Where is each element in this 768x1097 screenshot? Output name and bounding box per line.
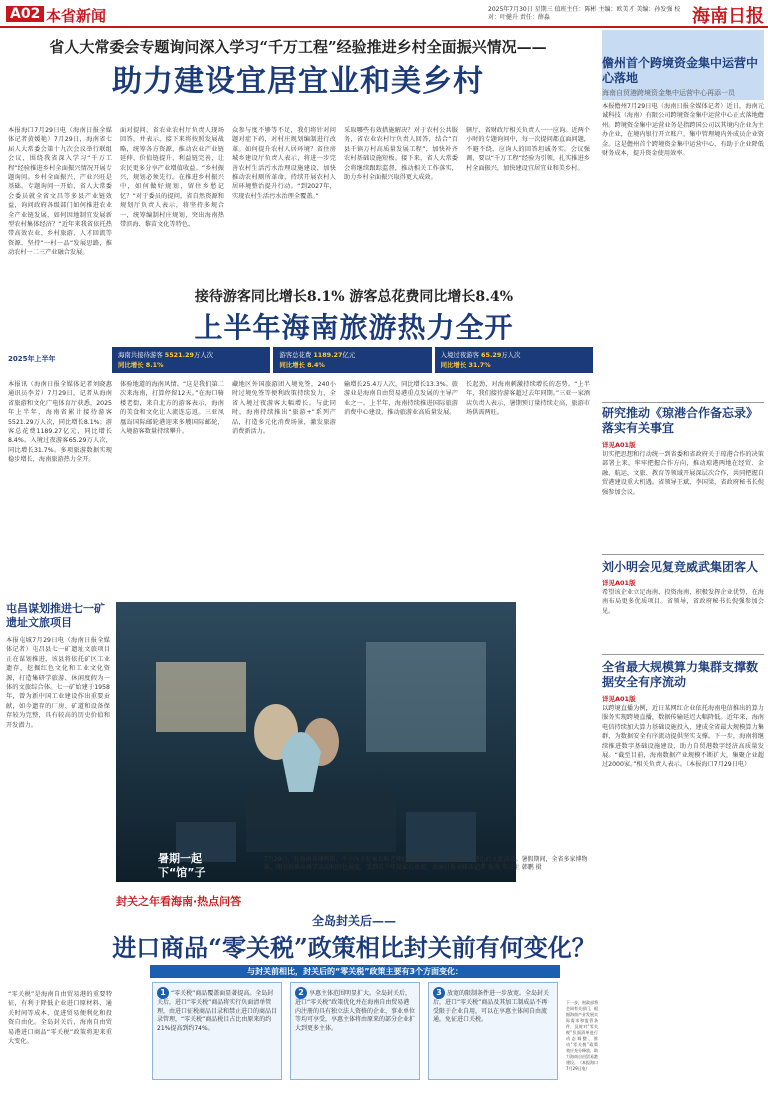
story1-headline: 助力建设宜居宜业和美乡村: [112, 64, 484, 99]
story2-col1: 本报讯（海南日报全媒体记者刘晓惠 通讯员李芳）7月29日，记者从海南省旅游和文化广电体育厅获悉，2025年上半年，海南省累计接待游客5521.29万人次，同比增长8.1%；游客总花费1189.27亿元，同比增长8.4%。入境过夜游客65.29万人次，同比增长31.7%。多项旅游数据实现稳步增长，海南旅游热力全开。: [8, 381, 112, 464]
point-box-3: [428, 982, 558, 1080]
stat-label: 海南共接待游客: [118, 351, 163, 359]
r1-body: 本报儋州7月29日电（海南日报全媒体记者）近日，海南元诚科技（海南）有限公司跨境资金集中运营中心正式落地儋州。跨境资金集中运营业务是指跨国公司以其境内企业为主办企业，在境内银行开立账户，集中管理境内外成员企业资金。这是儋州首个跨境资金集中运营中心，有助于企业降低财务成本，提升资金使用效率。: [602, 103, 764, 158]
stat-value: 5521.29: [164, 351, 194, 359]
stat-label: 入境过夜游客: [440, 351, 479, 359]
r3-body: 希望该企业立足海南、投资海南，积极发挥企业优势，在海南布局更多优质项目。省领导，省政府秘书长倪强参加会见。: [602, 589, 764, 615]
right-column: [602, 30, 764, 1090]
r4-tag: 详见A01版: [602, 695, 636, 703]
stat-growth: 同比增长 31.7%: [440, 361, 491, 369]
photo-title: 暑期一起下“馆”子: [158, 852, 206, 879]
r3-headline: 刘小明会见复竞威武集团客人: [602, 560, 759, 574]
r3-tag: 详见A01版: [602, 579, 636, 587]
story1-col2: 面对提问，省农业农村厅负责人现场回答，并表示，接下来将按照发展战略，统筹各方资源，推动农业产业链延伸、价值链提升、利益链完善，让农民更多分享产业增值收益。“乡村振兴，规划必须先行。在推进乡村振兴中，如何做好规划，留住乡愁记忆？”对于委员的提问，省自然资源和规划厅负责人表示，将坚持多规合一，统筹编制村庄规划，突出海南热带滨海、黎苗文化等特色。: [120, 127, 224, 229]
issue-meta: 2025年7月30日 星期三 值班主任：陈彬 主编：欧美才 美编：孙发强 校对：叶健升 责任：薛淼: [488, 6, 681, 21]
special-tail: 下一步，财政部将会同有关部门，根据海南产业发展实际需求和监管条件，及时对“零关税”负面清单进行动态调整，推动“零关税”政策效应充分释放，助力海南自由贸易港建设。（本报海口7月29日电）: [566, 1000, 598, 1071]
point-text: 放宽的限制条件进一步放宽。全岛封关后，进口“零关税”商品及其加工制成品不再受限于企业自用，可以在享惠主体间自由流通，免征进口关税。: [433, 990, 550, 1024]
r1-subhead: 海南自贸港跨境资金集中运营中心再添一员: [602, 89, 735, 97]
point-number: 3: [433, 987, 445, 999]
story1-col5: 辖厅、省财政厅相关负责人一一应询。近两个小时的专题询问中，每一次提问都直面问题，不避不绕，应询人的回答坦诚务实。会议强调，要以“千万工程”经验为引领，扎实推进乡村全面振兴，加快建设宜居宜业和美乡村。: [466, 127, 590, 172]
special-headline: 进口商品“零关税”政策相比封关前有何变化？: [112, 933, 596, 962]
stats-bar: [112, 347, 596, 373]
point-number: 2: [295, 987, 307, 999]
r1-headline: 儋州首个跨境资金集中运营中心落地: [602, 56, 759, 85]
stat-value: 65.29: [481, 351, 502, 359]
stat-visitors: [112, 347, 270, 373]
r4-body: 以跨境直播为例，近日某网红企业依托海南电信推出的算力服务实现跨境直播，数据传输延迟大幅降低。近年来，海南电信持续加大算力基础设施投入，建成全省最大规模算力集群，为数据安全有序流动提供坚实支撑。下一步，海南将继续推进数字基础设施建设，助力自贸港数字经济高质量发展。“截至目前，海南数据产业规模不断扩大，集聚企业超过2000家。”相关负责人表示。（本报海口7月29日电）: [602, 705, 764, 769]
special-subbar: 与封关前相比，封关后的“零关税”政策主要有3个方面变化：: [150, 965, 560, 978]
story2-headline: 上半年海南旅游热力全开: [194, 311, 514, 344]
stat-unit: 亿元: [342, 351, 356, 359]
divider: [602, 402, 764, 403]
photo-caption: 7月29日，在海南省博物馆，不少孩子在家长和老师的陪同下观展，并体验各具特色的文旅活动。暑假期间，全省多家博物馆、图书馆推出研学活动和特色展览，受到青少年及家长欢迎。海南日报全媒体记者 张茂 实习生 韩鹏 摄: [264, 856, 588, 872]
point-box-1: [152, 982, 282, 1080]
stat-value: 1189.27: [313, 351, 343, 359]
special-banner: 封关之年看海南·热点问答: [116, 895, 242, 908]
special-kicker: 全岛封关后——: [311, 914, 396, 928]
section-title: 本省新闻: [46, 7, 107, 25]
stat-spending: [273, 347, 431, 373]
museum-photo-art: [116, 602, 516, 882]
page-number: A02: [6, 6, 44, 22]
stat-growth: 同比增长 8.1%: [118, 361, 164, 369]
story2-col5: 长起劲，对海南刺激持续增长的态势。“上半年，我们接待游客超过去年同期。”三亚一家酒店负责人表示，暑期预订量持续走高，旅游市场供需两旺。: [466, 381, 590, 417]
story2-kicker: 接待游客同比增长8.1% 游客总花费同比增长8.4%: [194, 289, 514, 305]
r2-tag: 详见A01版: [602, 441, 636, 449]
story2-col4: 输增长25.4万人次，同比增长13.3%。旅游业是海南自由贸易港重点发展的主导产业之一。上半年，海南持续推进国际旅游消费中心建设，推动旅游业高质量发展。: [344, 381, 458, 417]
stat-label: 游客总花费: [279, 351, 312, 359]
newspaper-logo: 海南日报: [692, 6, 764, 27]
point-text: 享惠主体范围明显扩大。全岛封关后，进口“零关税”政策优化并在海南自由贸易港内注册的具有独立法人资格的企业、事业单位等均可享受，享惠主体将由原来的部分企业扩大到更多主体。: [295, 990, 416, 1032]
stat-unit: 万人次: [193, 351, 214, 359]
story1-kicker: 省人大常委会专题询问深入学习“千万工程”经验推进乡村全面振兴情况——: [49, 38, 547, 56]
point-number: 1: [157, 987, 169, 999]
sidebar-body: 本报屯城7月29日电（海南日报全媒体记者）屯昌县七一矿遗址文旅项目正在谋划推进，该县将依托矿区工业遗存，挖掘红色文化和工业文化资源，打造集研学旅游、休闲度假为一体的文旅综合体。七一矿始建于1958年，曾为新中国工业建设作出重要贡献，如今遗存的厂房、矿道和设备保存较为完整，具有较高的历史价值和开发潜力。: [6, 637, 110, 729]
stat-growth: 同比增长 8.4%: [279, 361, 325, 369]
year-tag: 2025年上半年: [8, 355, 56, 363]
sidebar-headline: 屯昌谋划推进七一矿遗址文旅项目: [6, 602, 105, 629]
story2-col2: 体验地道的海南风情。“这是我们第二次来海南，打算停留12天。”在海口骑楼老街，来自北方的游客表示，海南的美食和文化让人流连忘返。三亚凤凰岛国际邮轮港迎来多艘国际邮轮，入境游客数量持续攀升。: [120, 381, 224, 436]
divider: [602, 654, 764, 655]
story1-col4: 采取哪些有效措施解决？对于农村公共服务，省农业农村厅负责人回答，结合“百县千镇万村高质量发展工程”，加快补齐农村基础设施短板。接下来，省人大常委会将继续跟踪监督，推动相关工作落实，助力乡村全面振兴取得更大成效。: [344, 127, 458, 182]
r2-headline: 研究推动《琼港合作备忘录》落实有关事宜: [602, 406, 759, 435]
museum-photo: [116, 602, 516, 882]
r4-headline: 全省最大规模算力集群支撑数据安全有序流动: [602, 660, 759, 689]
stat-inbound: [435, 347, 593, 373]
page-header: [0, 0, 768, 28]
special-intro: “零关税”是海南自由贸易港的重要特征，有利于降低企业进口原材料、通关时间等成本，促进贸易便利化和投资自由化。全岛封关后，海南自由贸易港进口商品“零关税”政策将迎来重大变化。: [8, 991, 112, 1046]
point-text: “零关税”商品覆盖面显著提高。全岛封关后，进口“零关税”商品将实行负面清单管理，由进口征税商品目录和禁止进口的商品目录管理，“零关税”商品税目占比由原来的约21%提高到约74%。: [157, 990, 278, 1032]
r2-body: 切实把思想和行动统一到省委和省政府关于琼港合作的决策部署上来，牢牢把握合作方向，推动琼港两地在经贸、金融、航运、文旅、教育等领域开展深层次合作，共同把握自贸港建设重大机遇。省领导王斌、李国梁，省政府秘书长倪强参加会议。: [602, 451, 764, 496]
story1-col1: 本报海口7月29日电（海南日报全媒体记者黄媛艳）7月29日，海南省七届人大常委会第十九次会议举行联组会议，围绕我省深入学习“千万工程”经验推进乡村全面振兴情况开展专题询问。乡村全面振兴，产业兴旺是基础。专题询问一开始，省人大常委会委员就全省文昌等多县产业链效益，询问政府各级部门如何推进农业全产业链发展，如何因地制宜发展新型农村集体经济？“近年来我省依托热带高效农业、乡村旅游、人才回流等资源，坚持“一村一品”发展思路，推动农村一二三产业融合发展。: [8, 127, 112, 257]
point-box-2: [290, 982, 420, 1080]
story1-col3: 众参与度不够等不足，我们将针对问题对症下药，对村庄规划编制进行改革。如何提升农村人居环境？省住房城乡建设厅负责人表示，将进一步完善农村生活污水治理设施建设，加快推动农村厕所革命，持续开展农村人居环境整治提升行动。“到2027年，实现农村生活污水治理全覆盖。”: [232, 127, 336, 200]
stat-unit: 万人次: [501, 351, 521, 359]
story2-col3: 藏地区外国旅游团入境免签，240小时过境免签等便利政策持续发力，全省入境过夜游客大幅增长。与此同时，海南持续推出“旅游+”系列产品，打造多元化消费场景，激发旅游消费新活力。: [232, 381, 336, 436]
divider: [602, 554, 764, 555]
